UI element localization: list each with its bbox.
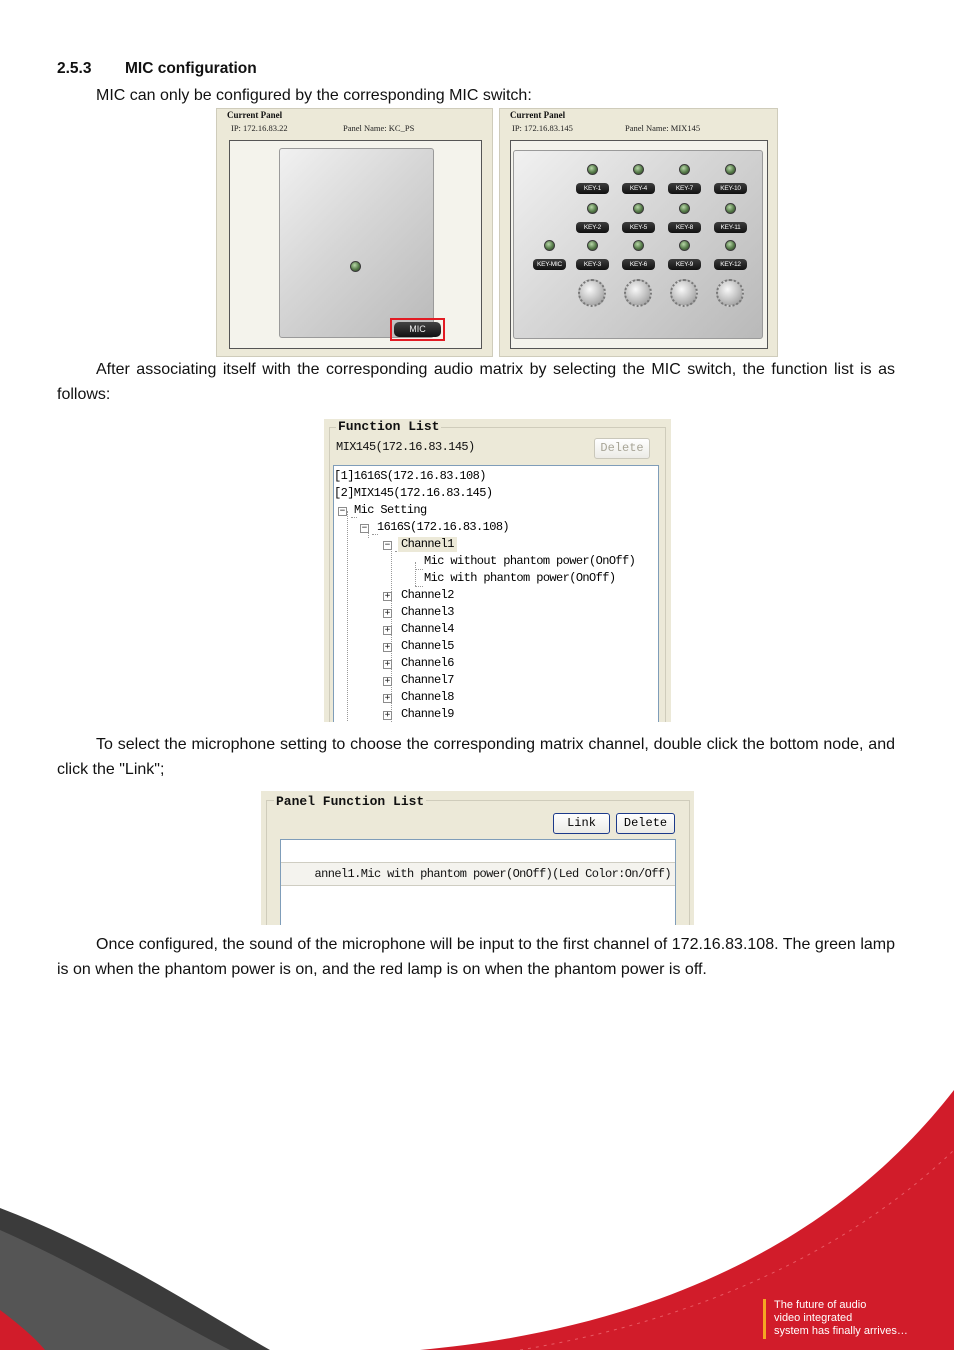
panel-name: Panel Name: MIX145 bbox=[625, 123, 701, 133]
key-led-7 bbox=[679, 164, 690, 175]
tree-connector bbox=[415, 586, 423, 587]
collapse-icon[interactable]: − bbox=[384, 540, 391, 550]
key-11-button[interactable]: KEY-11 bbox=[714, 222, 747, 233]
key-8-button[interactable]: KEY-8 bbox=[668, 222, 701, 233]
panel-title: Current Panel bbox=[510, 110, 566, 120]
volume-knob-4[interactable] bbox=[716, 279, 744, 307]
panel-function-list-title: Panel Function List bbox=[276, 794, 425, 809]
panel-function-listview bbox=[280, 839, 676, 925]
expand-icon[interactable]: + bbox=[384, 591, 391, 601]
function-list-figure bbox=[324, 419, 671, 722]
key-led-2 bbox=[587, 203, 598, 214]
panel-name: Panel Name: KC_PS bbox=[343, 123, 415, 133]
key-led-8 bbox=[679, 203, 690, 214]
key-led-6 bbox=[633, 240, 644, 251]
panel-frame bbox=[510, 140, 768, 349]
tree-connector bbox=[415, 569, 423, 570]
section-heading bbox=[57, 60, 257, 78]
tagline-line-2: video integrated bbox=[774, 1312, 853, 1324]
tree-node-channel5[interactable]: Channel5 bbox=[401, 639, 454, 653]
key-led-1 bbox=[587, 164, 598, 175]
configured-paragraph: Once configured, the sound of the microphone will be input to the first channel of 172.16.83.108. The green lamp is on when the phantom power is on, and the red lamp is on when the phantom power is off. bbox=[57, 936, 895, 978]
panel-ip: IP: 172.16.83.22 bbox=[231, 123, 288, 133]
key-mic-button[interactable]: KEY-MIC bbox=[533, 259, 566, 270]
after-select-paragraph: After associating itself with the corresponding audio matrix by selecting the MIC switch, the function list is as follows: bbox=[57, 361, 895, 403]
expand-icon[interactable]: + bbox=[384, 710, 391, 720]
collapse-icon[interactable]: − bbox=[361, 523, 368, 533]
key-led-mic bbox=[544, 240, 555, 251]
tree-connector bbox=[347, 511, 348, 722]
key-1-button[interactable]: KEY-1 bbox=[576, 183, 609, 194]
gray-swoosh bbox=[0, 1230, 230, 1350]
tree-node-channel9[interactable]: Channel9 bbox=[401, 707, 454, 721]
panel-title: Current Panel bbox=[227, 110, 283, 120]
tree-connector bbox=[415, 562, 416, 586]
panel-frame bbox=[229, 140, 482, 349]
tree-node-mic-setting[interactable]: Mic Setting bbox=[354, 503, 427, 517]
tree-node-channel2[interactable]: Channel2 bbox=[401, 588, 454, 602]
key-5-button[interactable]: KEY-5 bbox=[622, 222, 655, 233]
volume-knob-1[interactable] bbox=[578, 279, 606, 307]
key-9-button[interactable]: KEY-9 bbox=[668, 259, 701, 270]
key-led-10 bbox=[725, 164, 736, 175]
tree-node-channel7[interactable]: Channel7 bbox=[401, 673, 454, 687]
key-led-5 bbox=[633, 203, 644, 214]
expand-icon[interactable]: + bbox=[384, 625, 391, 635]
key-6-button[interactable]: KEY-6 bbox=[622, 259, 655, 270]
current-panel-figure bbox=[216, 108, 778, 357]
list-item-text: annel1.Mic with phantom power(OnOff)(Led Color:On/Off) bbox=[314, 867, 671, 881]
current-panel-mix145 bbox=[499, 108, 778, 357]
key-4-button[interactable]: KEY-4 bbox=[622, 183, 655, 194]
link-button[interactable]: Link bbox=[553, 813, 610, 834]
key-panel-plate bbox=[513, 150, 763, 339]
function-list-title: Function List bbox=[338, 419, 440, 434]
tree-node-channel3[interactable]: Channel3 bbox=[401, 605, 454, 619]
footer-tagline bbox=[763, 1299, 923, 1339]
volume-knob-2[interactable] bbox=[624, 279, 652, 307]
tree-node-channel1[interactable]: Channel1 bbox=[398, 537, 457, 552]
delete-button[interactable]: Delete bbox=[616, 813, 675, 834]
tagline-line-3: system has finally arrives… bbox=[774, 1325, 908, 1337]
key-12-button[interactable]: KEY-12 bbox=[714, 259, 747, 270]
key-led-12 bbox=[725, 240, 736, 251]
tree-item-1616s[interactable]: [1]1616S(172.16.83.108) bbox=[334, 469, 486, 483]
tree-node-device[interactable]: 1616S(172.16.83.108) bbox=[377, 520, 510, 534]
key-7-button[interactable]: KEY-7 bbox=[668, 183, 701, 194]
mic-switch-plate bbox=[279, 148, 434, 338]
volume-knob-3[interactable] bbox=[670, 279, 698, 307]
tree-item-mix145[interactable]: [2]MIX145(172.16.83.145) bbox=[334, 486, 493, 500]
selected-device-label: MIX145(172.16.83.145) bbox=[336, 440, 475, 454]
expand-icon[interactable]: + bbox=[384, 693, 391, 703]
section-number: 2.5.3 bbox=[57, 60, 92, 77]
key-10-button[interactable]: KEY-10 bbox=[714, 183, 747, 194]
expand-icon[interactable]: + bbox=[384, 676, 391, 686]
function-tree bbox=[333, 465, 659, 722]
tagline-line-1: The future of audio bbox=[774, 1299, 867, 1311]
panel-ip: IP: 172.16.83.145 bbox=[512, 123, 573, 133]
key-led-3 bbox=[587, 240, 598, 251]
section-title: MIC configuration bbox=[125, 60, 257, 77]
tree-node-channel4[interactable]: Channel4 bbox=[401, 622, 454, 636]
key-led-4 bbox=[633, 164, 644, 175]
expand-icon[interactable]: + bbox=[384, 659, 391, 669]
tree-leaf-mic-with-phantom[interactable]: Mic with phantom power(OnOff) bbox=[424, 571, 616, 585]
collapse-icon[interactable]: − bbox=[339, 506, 346, 516]
panel-function-list-figure bbox=[261, 791, 694, 925]
mic-button[interactable]: MIC bbox=[394, 322, 441, 337]
list-item[interactable] bbox=[281, 862, 675, 886]
tree-leaf-mic-without-phantom[interactable]: Mic without phantom power(OnOff) bbox=[424, 554, 636, 568]
key-led-11 bbox=[725, 203, 736, 214]
current-panel-mic-switch bbox=[216, 108, 493, 357]
tree-node-channel8[interactable]: Channel8 bbox=[401, 690, 454, 704]
tree-node-channel6[interactable]: Channel6 bbox=[401, 656, 454, 670]
key-led-9 bbox=[679, 240, 690, 251]
expand-icon[interactable]: + bbox=[384, 642, 391, 652]
mic-led-indicator bbox=[350, 261, 361, 272]
key-2-button[interactable]: KEY-2 bbox=[576, 222, 609, 233]
delete-button[interactable]: Delete bbox=[594, 438, 650, 459]
intro-paragraph: MIC can only be configured by the corresponding MIC switch: bbox=[96, 87, 532, 104]
select-setting-paragraph: To select the microphone setting to choose the corresponding matrix channel, double click the bottom node, and click the "Link"; bbox=[57, 736, 895, 778]
expand-icon[interactable]: + bbox=[384, 608, 391, 618]
key-3-button[interactable]: KEY-3 bbox=[576, 259, 609, 270]
